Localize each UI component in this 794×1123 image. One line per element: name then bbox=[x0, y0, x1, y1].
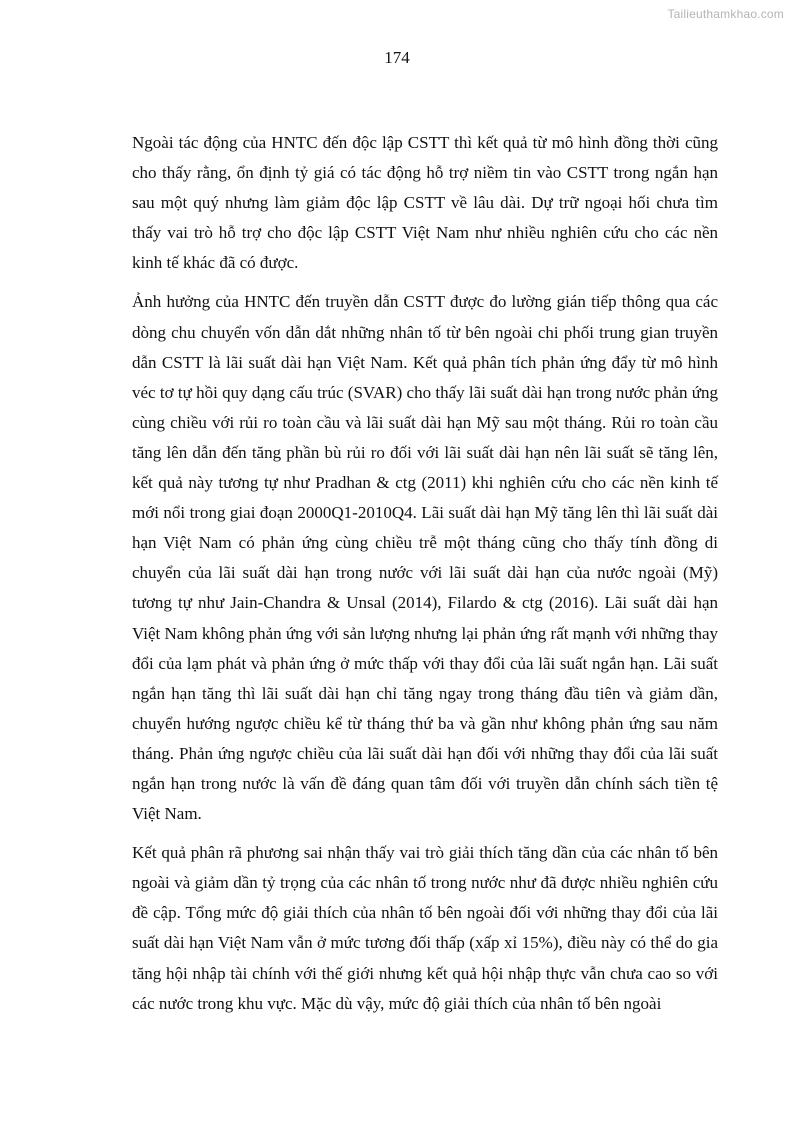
paragraph-2: Ảnh hưởng của HNTC đến truyền dẫn CSTT được đo lường gián tiếp thông qua các dòng chu chuyển vốn dẫn dắt những nhân tố từ bên ngoài chi phối trung gian truyền dẫn CSTT là lãi suất dài hạn Việt Nam. Kết quả phân tích phản ứng đẩy từ mô hình véc tơ tự hồi quy dạng cấu trúc (SVAR) cho thấy lãi suất dài hạn trong nước phản ứng cùng chiều với rủi ro toàn cầu và lãi suất dài hạn Mỹ sau một tháng. Rủi ro toàn cầu tăng lên dẫn đến tăng phần bù rủi ro đối với lãi suất dài hạn nên lãi suất sẽ tăng lên, kết quả này tương tự như Pradhan & ctg (2011) khi nghiên cứu cho các nền kinh tế mới nổi trong giai đoạn 2000Q1-2010Q4. Lãi suất dài hạn Mỹ tăng lên thì lãi suất dài hạn Việt Nam có phản ứng cùng chiều trễ một tháng cũng cho thấy tính đồng di chuyển của lãi suất dài hạn trong nước với lãi suất dài hạn của nước ngoài (Mỹ) tương tự như Jain-Chandra & Unsal (2014), Filardo & ctg (2016). Lãi suất dài hạn Việt Nam không phản ứng với sản lượng nhưng lại phản ứng rất mạnh với những thay đổi của lạm phát và phản ứng ở mức thấp với thay đổi của lãi suất ngắn hạn. Lãi suất ngắn hạn tăng thì lãi suất dài hạn chỉ tăng ngay trong tháng đầu tiên và giảm dần, chuyển hướng ngược chiều kể từ tháng thứ ba và gần như không phản ứng sau năm tháng. Phản ứng ngược chiều của lãi suất dài hạn đối với những thay đổi của lãi suất ngắn hạn trong nước là vấn đề đáng quan tâm đối với truyền dẫn chính sách tiền tệ Việt Nam. bbox=[132, 292, 718, 824]
body-text bbox=[132, 128, 718, 1019]
page-number: 174 bbox=[384, 48, 410, 67]
watermark: Tailieuthamkhao.com bbox=[667, 7, 784, 21]
paragraph-1: Ngoài tác động của HNTC đến độc lập CSTT thì kết quả từ mô hình đồng thời cũng cho thấy rằng, ổn định tỷ giá có tác động hỗ trợ niềm tin vào CSTT trong ngắn hạn sau một quý nhưng làm giảm độc lập CSTT về lâu dài. Dự trữ ngoại hối chưa tìm thấy vai trò hỗ trợ cho độc lập CSTT Việt Nam như nhiều nghiên cứu cho các nền kinh tế khác đã có được. bbox=[132, 133, 718, 273]
paragraph-3: Kết quả phân rã phương sai nhận thấy vai trò giải thích tăng dần của các nhân tố bên ngoài và giảm dần tỷ trọng của các nhân tố trong nước như đã được nhiều nghiên cứu đề cập. Tổng mức độ giải thích của nhân tố bên ngoài đối với những thay đổi của lãi suất dài hạn Việt Nam vẫn ở mức tương đối thấp (xấp xỉ 15%), điều này có thể do gia tăng hội nhập tài chính với thế giới nhưng kết quả hội nhập thực vẫn chưa cao so với các nước trong khu vực. Mặc dù vậy, mức độ giải thích của nhân tố bên ngoài bbox=[132, 843, 718, 1013]
